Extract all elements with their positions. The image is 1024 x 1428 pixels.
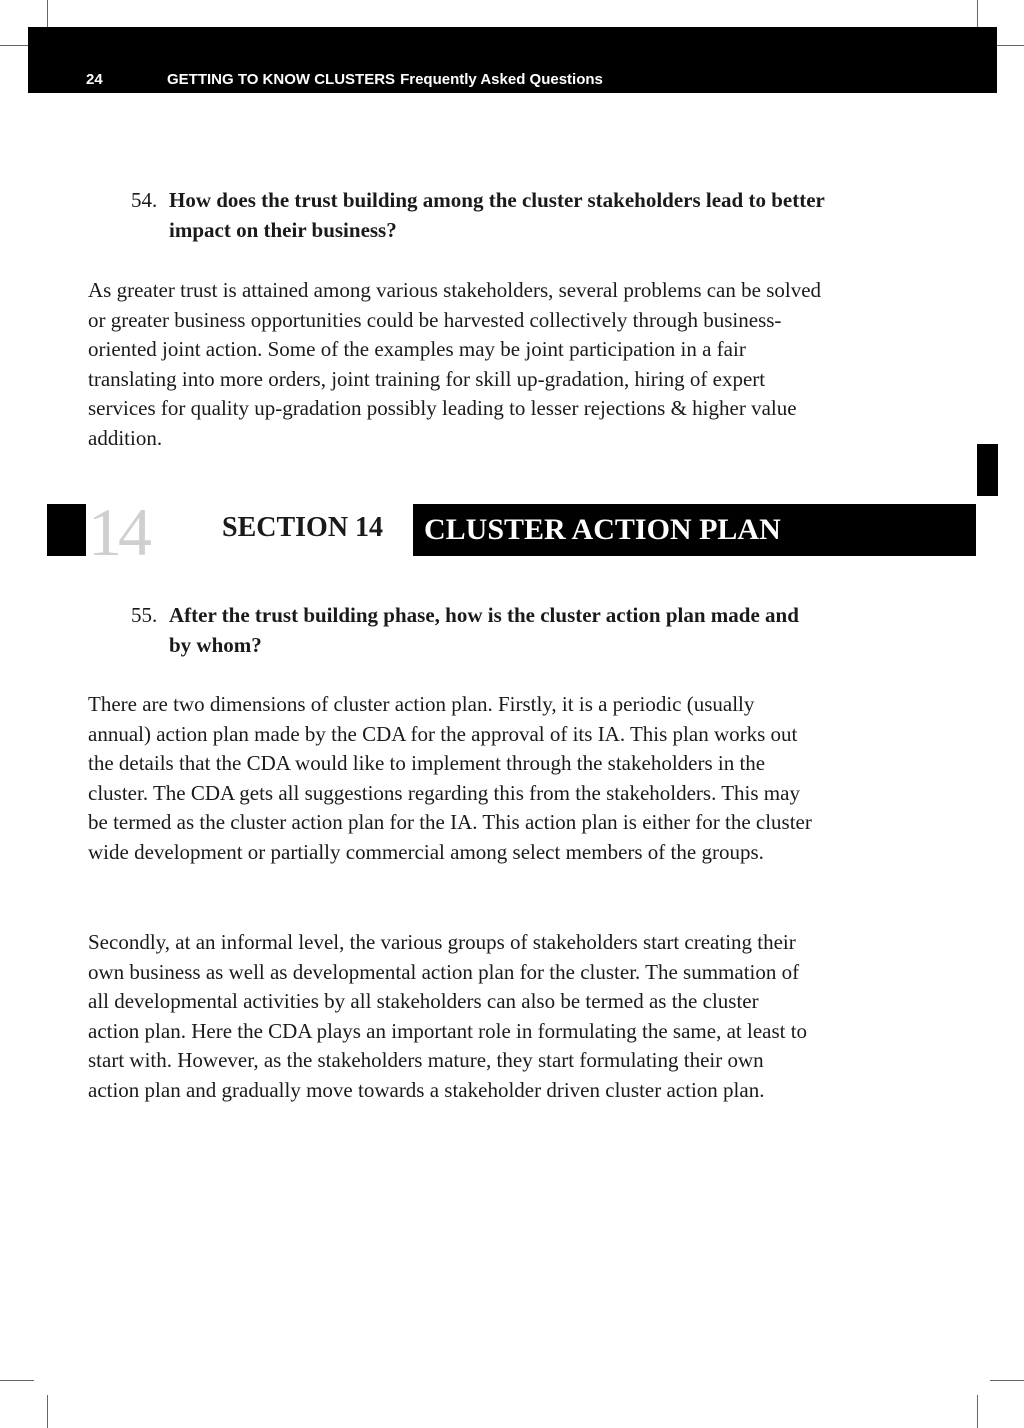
crop-mark xyxy=(977,0,978,27)
question-number: 54. xyxy=(131,188,158,212)
section-title: CLUSTER ACTION PLAN xyxy=(424,513,781,546)
running-title: GETTING TO KNOW CLUSTERS xyxy=(167,71,396,88)
crop-mark xyxy=(47,0,48,27)
section-marker-block xyxy=(47,504,86,556)
running-header xyxy=(167,69,603,91)
question-heading: How does the trust building among the cluster stakeholders lead to better impact on their business? xyxy=(169,188,825,242)
running-subtitle: Frequently Asked Questions xyxy=(400,71,603,88)
answer-paragraph: Secondly, at an informal level, the various groups of stakeholders start creating their own business as well as developmental action plan for the cluster. The summation of all developmental activities by all stakeholders can also be termed as the cluster action plan. Here the CDA plays an important role in formulating the same, at least to start with. However, as the stakeholders mature, they start formulating their own action plan and gradually move towards a stakeholder driven cluster action plan. xyxy=(88,930,808,1102)
page-number: 24 xyxy=(86,71,103,88)
crop-mark xyxy=(977,1395,978,1428)
answer-paragraph: There are two dimensions of cluster action plan. Firstly, it is a periodic (usually annual) action plan made by the CDA for the approval of its IA. This plan works out the details that the CDA would like to implement through the stakeholders in the cluster. The CDA gets all suggestions regarding this from the stakeholders. This may be termed as the cluster action plan for the IA. This action plan is either for the cluster wide development or partially commercial among select members of the groups. xyxy=(88,692,812,864)
section-label: SECTION 14 xyxy=(222,512,384,543)
crop-mark xyxy=(997,45,1024,46)
answer-paragraph: As greater trust is attained among various stakeholders, several problems can be solved or greater business opportunities could be harvested collectively through business-oriented joint action. Some of the examples may be joint participation in a fair translating into more orders, joint training for skill up-gradation, hiring of expert services for quality up-gradation possibly leading to lesser rejections & higher value addition. xyxy=(88,278,822,450)
question-number: 55. xyxy=(131,603,158,627)
crop-mark xyxy=(990,1380,1024,1381)
question-heading: After the trust building phase, how is the cluster action plan made and by whom? xyxy=(169,603,799,657)
crop-mark xyxy=(0,45,28,46)
section-number-large: 14 xyxy=(88,494,148,570)
section-edge-tab xyxy=(977,444,998,496)
crop-mark xyxy=(0,1380,34,1381)
section-title-banner xyxy=(413,504,976,556)
crop-mark xyxy=(47,1395,48,1428)
